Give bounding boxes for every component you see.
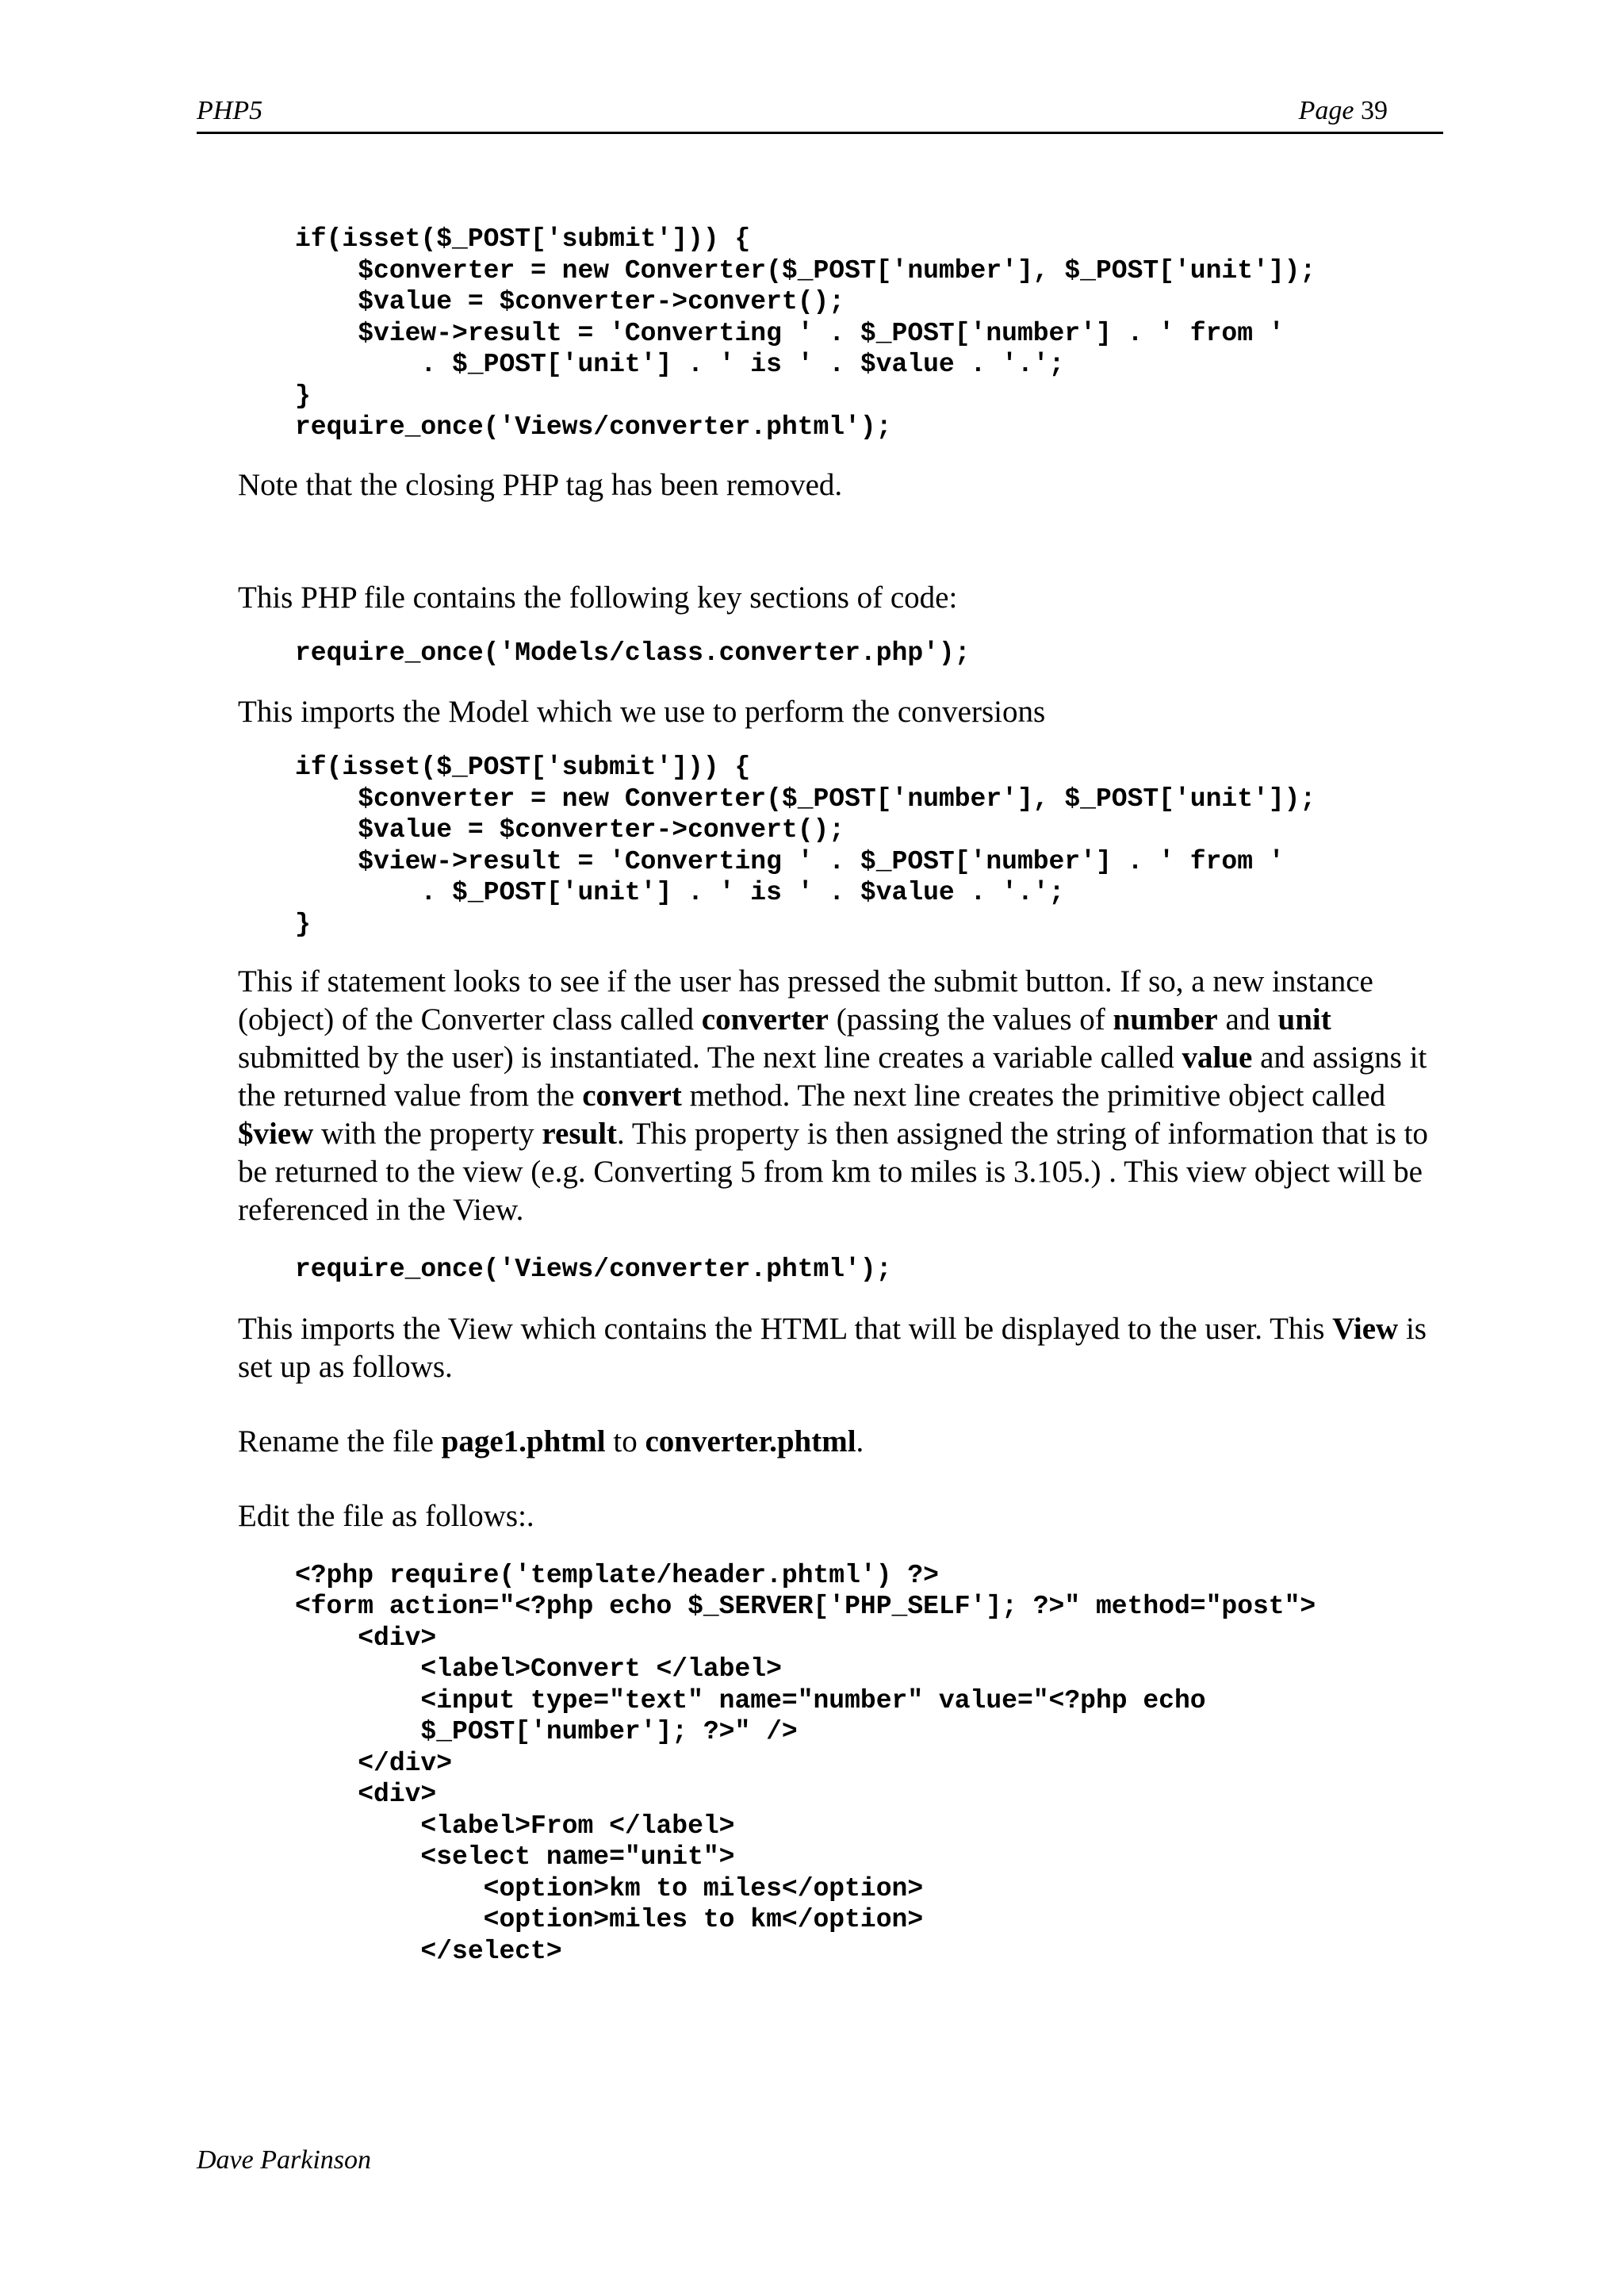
paragraph-edit: Edit the file as follows:. — [238, 1498, 534, 1533]
code-block-require-model: require_once('Models/class.converter.php'); — [295, 638, 971, 668]
page-content — [238, 224, 1443, 1967]
page-footer-author: Dave Parkinson — [197, 2145, 372, 2175]
paragraph-model: This imports the Model which we use to perform the conversions — [238, 695, 1046, 729]
paragraph-if-explanation: This if statement looks to see if the user has pressed the submit button. If so, a new instance (object) of the Converter class called converter (passing the values of number and unit submitted by the user) is instantiated. The next line creates a variable called value and assigns it the returned value from the convert method. The next line creates the primitive object called $view with the property result. This property is then assigned the string of information that is to be returned to the view (e.g. Converting 5 from km to miles is 3.105.) . This view object will be referenced in the View. — [238, 964, 1428, 1227]
page-header — [197, 92, 1443, 134]
header-title: PHP5 — [197, 96, 263, 125]
code-block-require-view: require_once('Views/converter.phtml'); — [295, 1255, 892, 1284]
code-block-controller: if(isset($_POST['submit'])) { $converter = new Converter($_POST['number'], $_POST['unit']); $value = $converter->convert(); $view->result = 'Converting ' . $_POST['number'] . ' from ' . $_POST['unit'] . ' is ' . $value . '.'; } require_once('Views/converter.phtml'); — [295, 224, 1316, 442]
paragraph-rename: Rename the file page1.phtml to converter.phtml. — [238, 1424, 864, 1458]
code-block-view-template: <?php require('template/header.phtml') ?> <form action="<?php echo $_SERVER['PHP_SELF']; ?>" method="post"> <div> <label>Convert </label> <input type="text" name="number" value="<?php echo $_POST['number']; ?>" /> </div> <div> <label>From </label> <select name="unit"> <option>km to miles</option> <option>miles to km</option> </select> — [295, 1560, 1316, 1966]
page-number: 39 — [1361, 96, 1388, 125]
paragraph-sections: This PHP file contains the following key sections of code: — [238, 580, 958, 615]
paragraph-note: Note that the closing PHP tag has been removed. — [238, 467, 843, 502]
header-page — [1299, 95, 1388, 127]
page-label: Page — [1298, 96, 1354, 125]
paragraph-view: This imports the View which contains the HTML that will be displayed to the user. This View is set up as follows. — [238, 1311, 1427, 1384]
code-block-if-statement: if(isset($_POST['submit'])) { $converter = new Converter($_POST['number'], $_POST['unit']); $value = $converter->convert(); $view->result = 'Converting ' . $_POST['number'] . ' from ' . $_POST['unit'] . ' is ' . $value . '.'; } — [295, 753, 1316, 939]
